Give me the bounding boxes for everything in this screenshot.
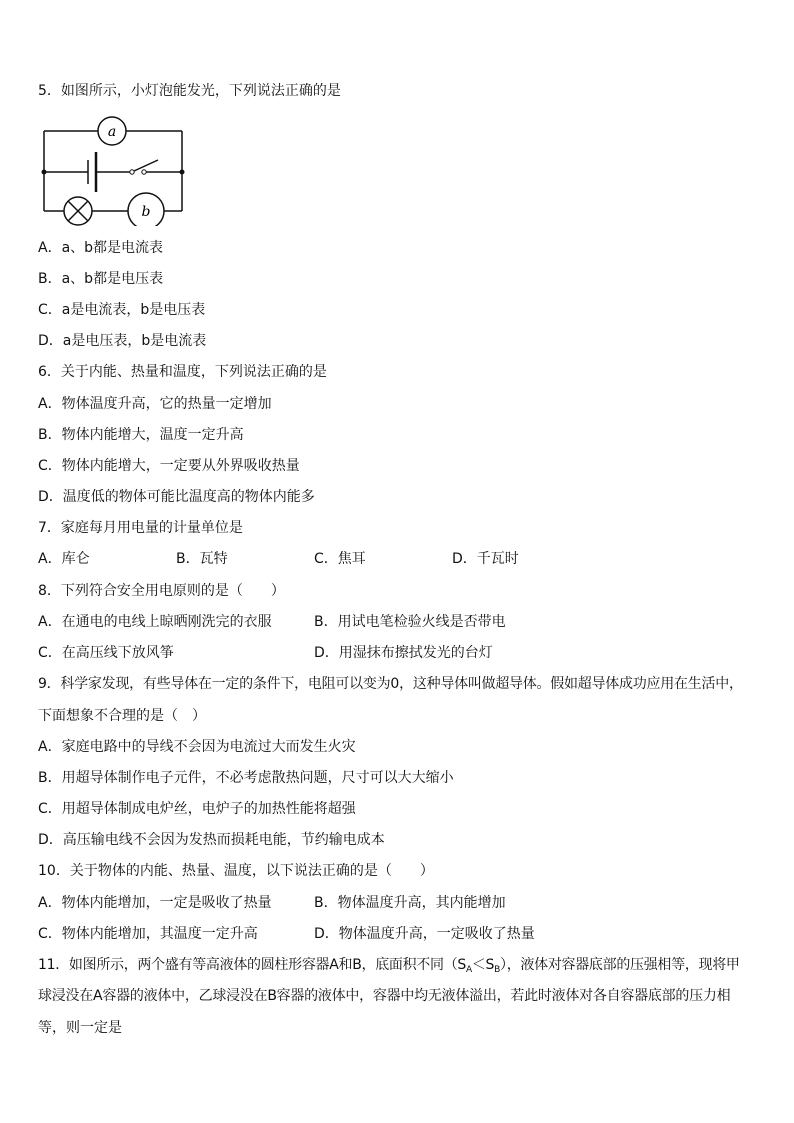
q10-option-d: D．物体温度升高，一定吸收了热量 (314, 926, 535, 942)
q8-option-c: C．在高压线下放风筝 (38, 645, 174, 661)
q7-option-c: C．焦耳 (314, 551, 366, 567)
q10-option-c: C．物体内能增加，其温度一定升高 (38, 926, 258, 942)
q9-option-b: B．用超导体制作电子元件，不必考虑散热问题，尺寸可以大大缩小 (38, 770, 454, 786)
q9-stem-line1: 9．科学家发现，有些导体在一定的条件下，电阻可以变为0，这种导体叫做超导体。假如超导体成功应用在生活中， (38, 676, 743, 692)
meter-a (98, 117, 126, 145)
q6-option-c: C．物体内能增大，一定要从外界吸收热量 (38, 458, 300, 474)
q11-stem-line1: 11．如图所示，两个盛有等高液体的圆柱形容器A和B，底面积不同$(S_A<S_B)$，液体对容器底部的压强相等，现将甲 (38, 957, 740, 975)
q5-option-c: C．a是电流表，b是电压表 (38, 302, 206, 318)
q9-option-a: A．家庭电路中的导线不会因为电流过大而发生火灾 (38, 739, 356, 755)
q5-option-b: B．a、b都是电压表 (38, 271, 164, 287)
q7-option-d: D．千瓦时 (452, 551, 519, 567)
q7-option-b: B．瓦特 (176, 551, 228, 567)
svg-text:b: b (141, 204, 151, 220)
q6-option-b: B．物体内能增大，温度一定升高 (38, 427, 244, 443)
q5-option-a: A．a、b都是电流表 (38, 240, 164, 256)
q8-option-d: D．用湿抹布擦拭发光的台灯 (314, 645, 493, 661)
svg-text:a: a (107, 124, 117, 140)
q7-option-a: A．库仑 (38, 551, 90, 567)
q6-stem: 6．关于内能、热量和温度，下列说法正确的是 (38, 364, 327, 380)
q5-option-d: D．a是电压表，b是电流表 (38, 333, 207, 349)
q7-stem: 7．家庭每月用电量的计量单位是 (38, 520, 243, 536)
q5-circuit-diagram (38, 112, 188, 226)
q8-stem: 8．下列符合安全用电原则的是（ ） (38, 583, 285, 599)
q6-option-a: A．物体温度升高，它的热量一定增加 (38, 396, 272, 412)
meter-b (128, 193, 164, 226)
q11-stem-line2: 球浸没在A容器的液体中，乙球浸没在B容器的液体中，容器中均无液体溢出，若此时液体对各自容器底部的压力相 (38, 988, 731, 1004)
q10-option-a: A．物体内能增加，一定是吸收了热量 (38, 895, 272, 911)
q9-stem-line2: 下面想象不合理的是（ ） (38, 708, 206, 724)
q5-stem: 5．如图所示，小灯泡能发光，下列说法正确的是 (38, 83, 341, 99)
q9-option-d: D．高压输电线不会因为发热而损耗电能，节约输电成本 (38, 832, 385, 848)
q8-option-a: A．在通电的电线上晾晒刚洗完的衣服 (38, 614, 272, 630)
q6-option-d: D．温度低的物体可能比温度高的物体内能多 (38, 489, 315, 505)
q9-option-c: C．用超导体制成电炉丝，电炉子的加热性能将超强 (38, 801, 356, 817)
q11-stem-line3: 等，则一定是 (38, 1020, 122, 1036)
q10-stem: 10．关于物体的内能、热量、温度，以下说法正确的是（ ） (38, 863, 434, 879)
q10-option-b: B．物体温度升高，其内能增加 (314, 895, 506, 911)
q8-option-b: B．用试电笔检验火线是否带电 (314, 614, 506, 630)
